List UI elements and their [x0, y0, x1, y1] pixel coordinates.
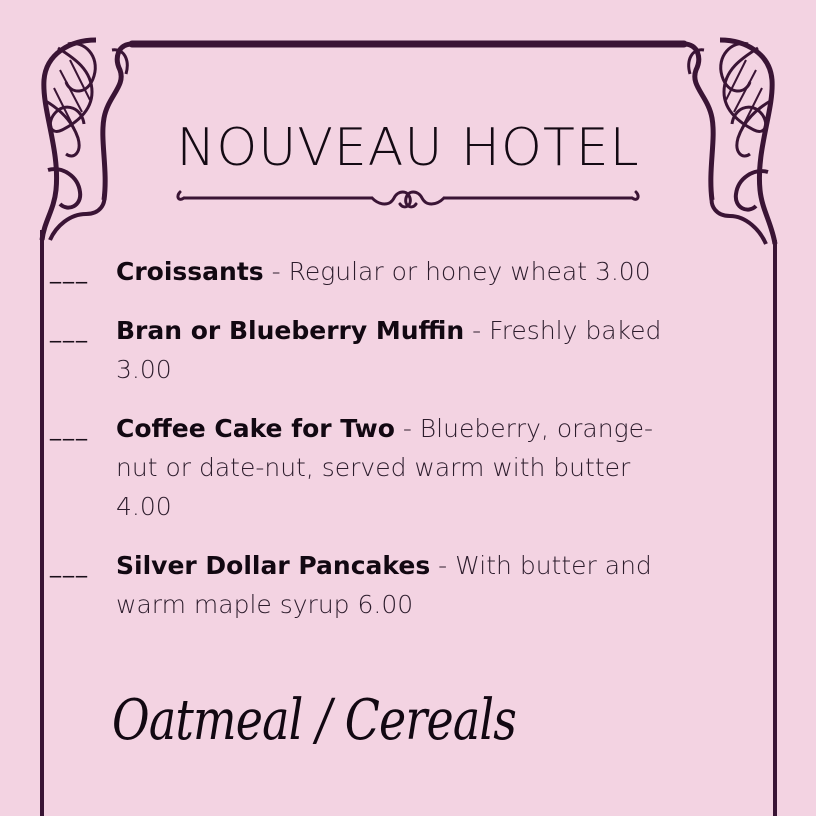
menu-item-text	[116, 311, 690, 389]
section-heading: Oatmeal / Cereals	[112, 688, 517, 753]
order-blank[interactable]: ___	[50, 259, 89, 284]
menu-item-croissants	[50, 252, 690, 291]
menu-item-description: - With butter and warm maple syrup 6.00	[116, 551, 652, 619]
order-blank[interactable]: ___	[50, 318, 89, 343]
menu-item-text	[116, 252, 690, 291]
menu-list	[50, 252, 690, 644]
menu-item-name: Croissants	[116, 257, 264, 286]
menu-item-muffin	[50, 311, 690, 389]
menu-item-description: - Blueberry, orange-nut or date-nut, served warm with butter 4.00	[116, 414, 653, 521]
menu-item-description: - Freshly baked 3.00	[116, 316, 662, 384]
menu-item-text	[116, 409, 690, 526]
menu-item-coffee-cake	[50, 409, 690, 526]
menu-item-description: - Regular or honey wheat 3.00	[263, 257, 651, 286]
menu-item-name: Bran or Blueberry Muffin	[116, 316, 465, 345]
menu-item-pancakes	[50, 546, 690, 624]
order-blank[interactable]: ___	[50, 416, 89, 441]
menu-item-name: Silver Dollar Pancakes	[116, 551, 431, 580]
menu-item-text	[116, 546, 690, 624]
title-flourish-icon	[178, 192, 638, 207]
hotel-title: NOUVEAU HOTEL	[176, 118, 640, 178]
order-blank[interactable]: ___	[50, 553, 89, 578]
menu-item-name: Coffee Cake for Two	[116, 414, 395, 443]
